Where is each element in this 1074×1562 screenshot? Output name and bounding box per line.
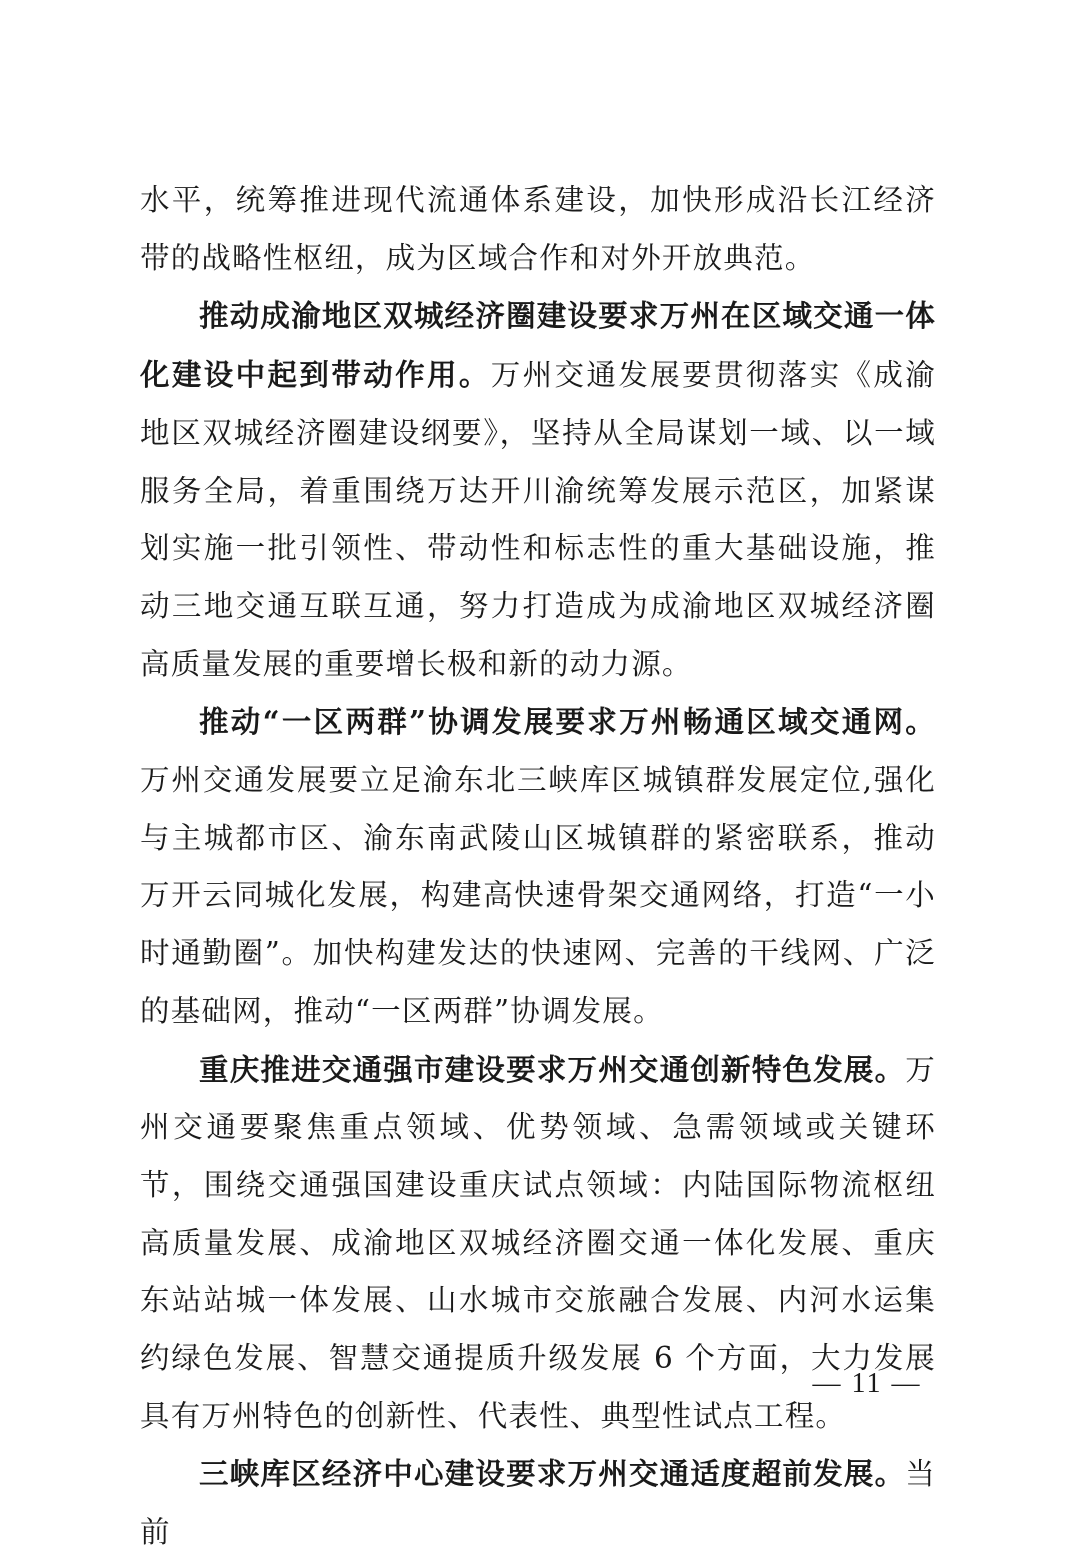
paragraph-lead: 重庆推进交通强市建设要求万州交通创新特色发展。	[199, 1051, 906, 1087]
paragraph-text: 水平，统筹推进现代流通体系建设，加快形成沿长江经济带的战略性枢纽，成为区域合作和对外开放典范。	[140, 183, 936, 275]
paragraph-one-district-two-groups	[140, 693, 936, 1040]
paragraph-lead: 三峡库区经济中心建设要求万州交通适度超前发展。	[199, 1456, 906, 1492]
paragraph-chengyu-economic-circle	[140, 287, 936, 693]
paragraph-lead: 推动成渝地区双城经济圈建设要求万州在区域交通一体化建设中起到带动作用。	[140, 298, 936, 393]
paragraph-text: 万州交通要聚焦重点领域、优势领域、急需领域或关键环节，围绕交通强国建设重庆试点领域：内陆国际物流枢纽高质量发展、成渝地区双城经济圈交通一体化发展、重庆东站站城一体发展、山水城市交旅融合发展、内河水运集约绿色发展、智慧交通提质升级发展 6 个方面，大力发展具有万州特色的创新性、代表性、典型性试点工程。	[140, 1052, 936, 1433]
body-text	[140, 172, 936, 1562]
page-number: — 11 —	[812, 1368, 922, 1399]
paragraph-three-gorges-center	[140, 1445, 936, 1561]
paragraph-text: 万州交通发展要立足渝东北三峡库区城镇群发展定位,强化与主城都市区、渝东南武陵山区城镇群的紧密联系，推动万开云同城化发展，构建高快速骨架交通网络，打造“一小时通勤圈”。加快构建发达的快速网、完善的干线网、广泛的基础网，推动“一区两群”协调发展。	[140, 763, 936, 1028]
paragraph-text: 万州交通发展要贯彻落实《成渝地区双城经济圈建设纲要》，坚持从全局谋划一域、以一域服务全局，着重围绕万达开川渝统筹发展示范区，加紧谋划实施一批引领性、带动性和标志性的重大基础设施，推动三地交通互联互通，努力打造成为成渝地区双城经济圈高质量发展的重要增长极和新的动力源。	[140, 358, 936, 681]
paragraph-text: 当前	[140, 1457, 936, 1550]
paragraph-continuation	[140, 172, 936, 287]
paragraph-lead: 推动“一区两群”协调发展要求万州畅通区域交通网。	[199, 704, 936, 740]
